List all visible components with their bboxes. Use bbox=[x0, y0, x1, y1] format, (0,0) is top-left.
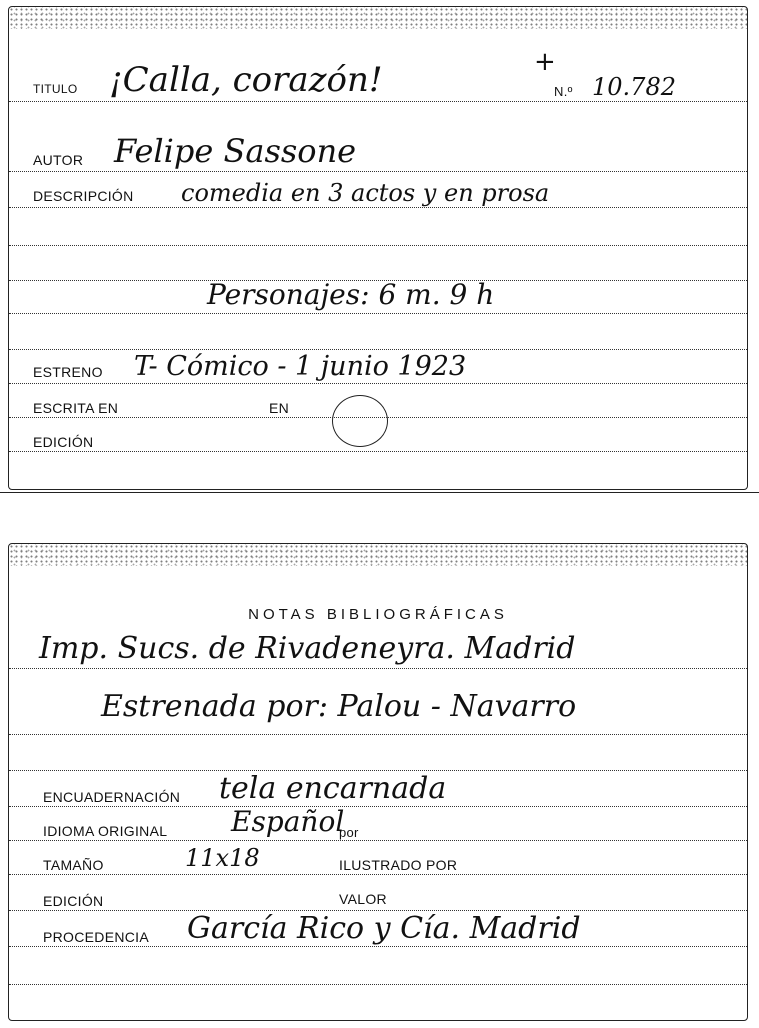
procedencia-value: García Rico y Cía. Madrid bbox=[187, 911, 581, 946]
notes-line-1: Imp. Sucs. de Rivadeneyra. Madrid bbox=[39, 631, 576, 666]
rule bbox=[9, 245, 747, 246]
estreno-value: T- Cómico - 1 junio 1923 bbox=[134, 351, 467, 382]
tamano-label: TAMAÑO bbox=[43, 857, 104, 873]
catalog-card-back bbox=[8, 543, 748, 1021]
edicion-label: EDICIÓN bbox=[33, 434, 94, 450]
escrita-en-label: ESCRITA EN bbox=[33, 400, 119, 416]
rule bbox=[9, 946, 747, 947]
rule bbox=[9, 840, 747, 841]
procedencia-label: PROCEDENCIA bbox=[43, 929, 149, 945]
titulo-label: TITULO bbox=[33, 82, 78, 96]
card-edge-line bbox=[0, 492, 759, 493]
card-top-speckle bbox=[9, 544, 747, 566]
autor-value: Felipe Sassone bbox=[114, 132, 357, 170]
stamp-circle bbox=[332, 395, 388, 447]
autor-label: AUTOR bbox=[33, 152, 84, 168]
valor-label: VALOR bbox=[339, 891, 387, 907]
card-top-speckle bbox=[9, 7, 747, 29]
rule bbox=[9, 101, 747, 102]
rule bbox=[9, 417, 747, 418]
rule bbox=[9, 806, 747, 807]
titulo-value: ¡Calla, corazón! bbox=[109, 60, 383, 100]
rule bbox=[9, 383, 747, 384]
rule bbox=[9, 874, 747, 875]
personajes-value: Personajes: 6 m. 9 h bbox=[207, 278, 495, 311]
tamano-value: 11x18 bbox=[185, 844, 260, 872]
rule bbox=[9, 451, 747, 452]
rule bbox=[9, 313, 747, 314]
ilustrado-label: ILUSTRADO POR bbox=[339, 857, 458, 873]
rule bbox=[9, 734, 747, 735]
numero-value: 10.782 bbox=[592, 73, 676, 101]
notes-line-2: Estrenada por: Palou - Navarro bbox=[101, 689, 577, 724]
catalog-card-front bbox=[8, 6, 748, 490]
rule bbox=[9, 668, 747, 669]
cross-mark: + bbox=[534, 47, 556, 77]
en-label: EN bbox=[269, 400, 290, 416]
edicion-label: EDICIÓN bbox=[43, 893, 104, 909]
por-label: por bbox=[339, 825, 359, 840]
descripcion-label: DESCRIPCIÓN bbox=[33, 188, 134, 204]
encuadernacion-value: tela encarnada bbox=[219, 771, 447, 806]
idioma-label: IDIOMA ORIGINAL bbox=[43, 823, 168, 839]
estreno-label: ESTRENO bbox=[33, 364, 103, 380]
rule bbox=[9, 349, 747, 350]
rule bbox=[9, 207, 747, 208]
rule bbox=[9, 984, 747, 985]
rule bbox=[9, 171, 747, 172]
descripcion-value: comedia en 3 actos y en prosa bbox=[181, 179, 550, 207]
encuadernacion-label: ENCUADERNACIÓN bbox=[43, 789, 181, 805]
numero-label: N.º bbox=[554, 84, 573, 99]
idioma-value: Español bbox=[231, 805, 345, 838]
notas-heading: NOTAS BIBLIOGRÁFICAS bbox=[248, 606, 508, 623]
